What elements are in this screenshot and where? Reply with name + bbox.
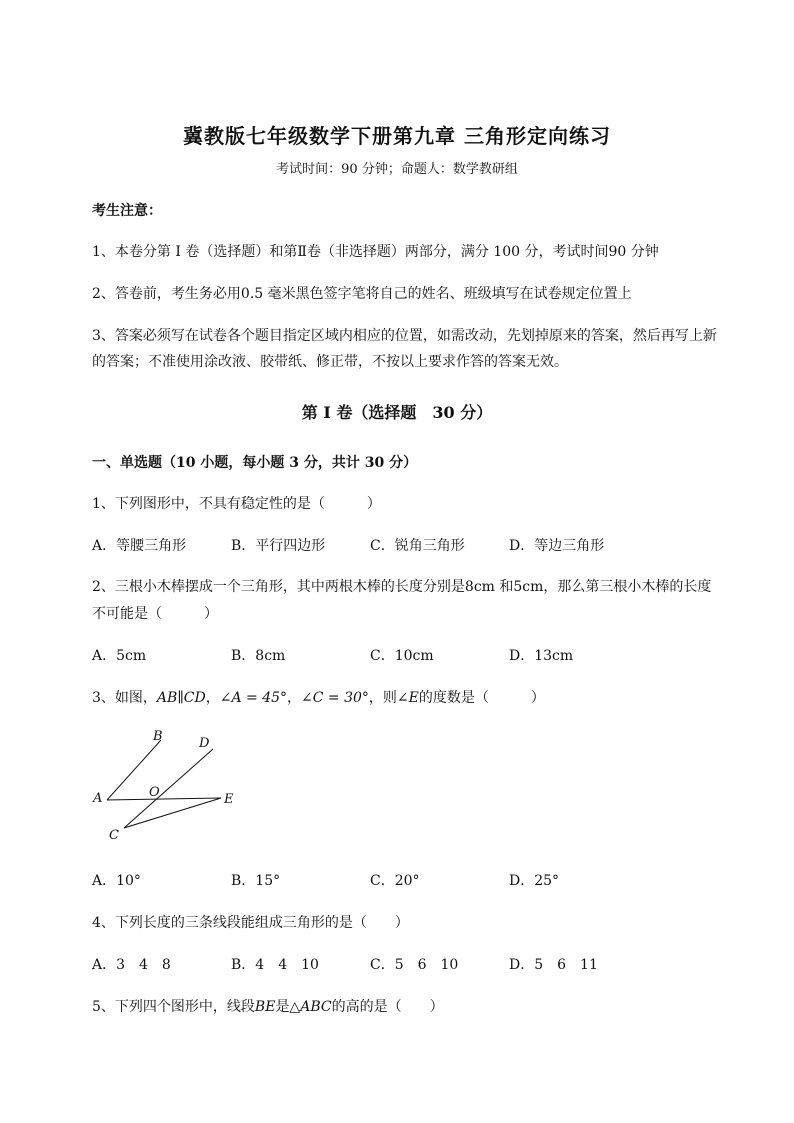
question-5-stem [92,996,444,1016]
q3-parallel: AB∥CD [156,690,206,706]
part-heading: 一、单选题（10 小题，每小题 3 分，共计 30 分） [92,455,418,471]
q3-option-c[interactable]: C．20° [370,873,420,889]
segment-cd [124,749,213,828]
q4-option-b[interactable]: B．4 4 10 [231,957,319,973]
exam-info: 考试时间：90 分钟；命题人：数学教研组 [276,162,518,177]
question-2-stem-cont: 不可能是（ ） [92,606,218,622]
q5-suffix: 的高的是（ ） [331,999,444,1015]
segment-ae [107,798,221,800]
q3-sep2: ， [287,690,302,706]
label-b: B [153,729,163,744]
q3-angle-e: ∠E [396,690,419,706]
notice-item-2: 2、答卷前，考生务必用0.5 毫米黑色签字笔将自己的姓名、班级填写在试卷规定位置上 [92,286,632,302]
q3-prefix: 3、如图， [92,690,157,706]
page-title: 冀教版七年级数学下册第九章 三角形定向练习 [183,124,611,148]
q3-angle-a: ∠A = 45° [219,690,288,706]
q1-option-a[interactable]: A．等腰三角形 [92,538,187,554]
q3-sep1: ， [205,690,220,706]
q3-option-a[interactable]: A．10° [92,873,141,889]
section-title: 第 I 卷（选择题 30 分） [301,403,493,422]
q5-triangle-abc: ABC [300,999,332,1015]
segment-ce [124,798,221,828]
question-4-stem: 4、下列长度的三条线段能组成三角形的是（ ） [92,915,409,931]
question-2-stem: 2、三根小木棒摆成一个三角形，其中两根木棒的长度分别是8cm 和5cm，那么第三根小木棒的长度 [92,579,712,595]
q4-option-d[interactable]: D．5 6 11 [509,957,598,973]
q4-option-c[interactable]: C．5 6 10 [370,957,459,973]
notice-item-3: 3、答案必须写在试卷各个题目指定区域内相应的位置，如需改动，先划掉原来的答案，然后再写上新 [92,328,717,344]
q1-option-d[interactable]: D．等边三角形 [509,538,605,554]
notice-heading: 考生注意： [92,203,162,219]
q2-option-c[interactable]: C．10cm [370,648,434,664]
q3-suffix: 的度数是（ ） [418,690,545,706]
q2-option-b[interactable]: B．8cm [231,648,286,664]
notice-item-3-cont: 的答案；不准使用涂改液、胶带纸、修正带，不按以上要求作答的答案无效。 [92,354,568,370]
q1-option-c[interactable]: C．锐角三角形 [370,538,465,554]
q3-option-d[interactable]: D．25° [509,873,560,889]
q3-angle-c: ∠C = 30° [301,690,369,706]
q5-mid: 是△ [275,999,301,1015]
q5-segment-be: BE [254,999,276,1015]
q3-mid: ，则 [368,690,397,706]
q5-prefix: 5、下列四个图形中，线段 [92,999,255,1015]
q2-option-a[interactable]: A．5cm [92,648,147,664]
question-3-stem [92,687,545,707]
question-1-stem: 1、下列图形中，不具有稳定性的是（ ） [92,496,381,512]
label-d: D [199,736,210,751]
q2-option-d[interactable]: D．13cm [509,648,574,664]
label-e: E [224,792,234,807]
label-c: C [109,828,119,843]
label-o: O [149,785,160,800]
q1-option-b[interactable]: B．平行四边形 [231,538,326,554]
notice-item-1: 1、本卷分第 I 卷（选择题）和第Ⅱ卷（非选择题）两部分，满分 100 分，考试时间90 分钟 [92,244,659,260]
label-a: A [93,791,103,806]
q3-geometry-figure [88,726,248,848]
q3-option-b[interactable]: B．15° [231,873,281,889]
q4-option-a[interactable]: A．3 4 8 [92,957,171,973]
